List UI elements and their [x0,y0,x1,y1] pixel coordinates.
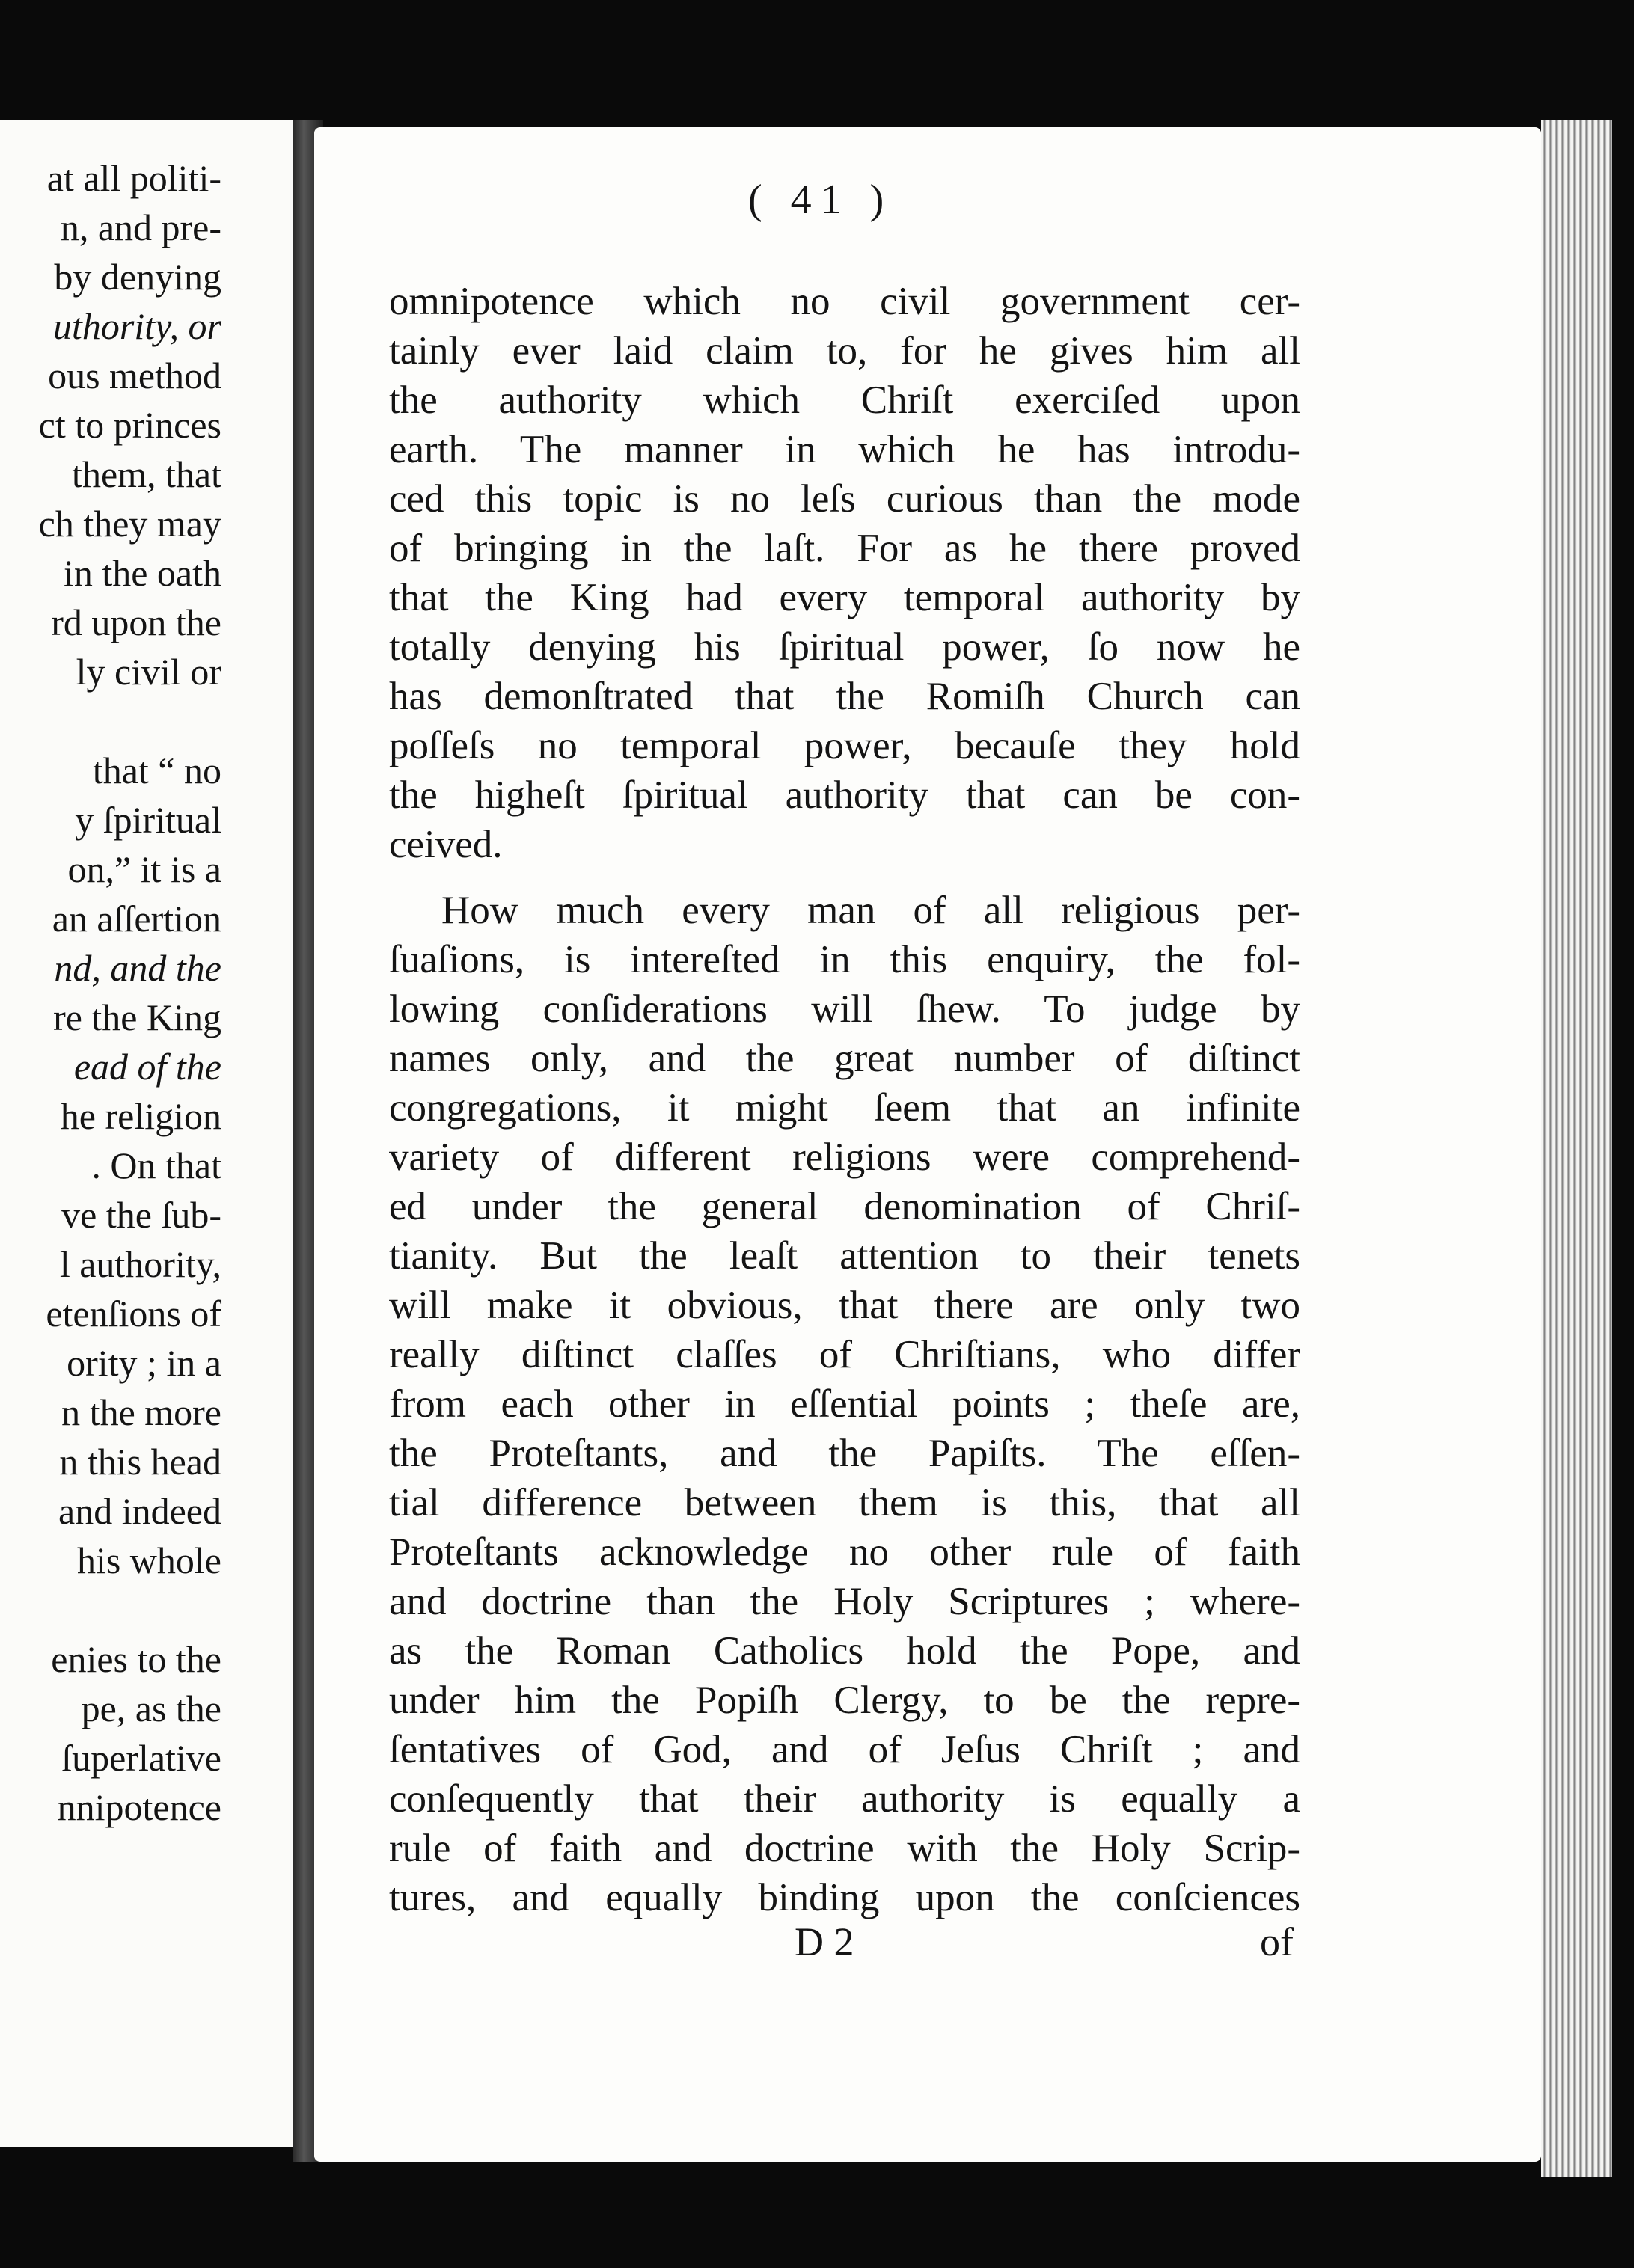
left-page-line: nd, and the [54,947,221,989]
text-line: of bringing in the laſt. For as he there proved [389,527,1300,570]
left-page-line: y ſpiritual [75,799,221,841]
page-number: ( 41 ) [748,177,893,223]
left-page-line: he religion [60,1095,221,1137]
text-line: as the Roman Catholics hold the Pope, and [389,1629,1300,1673]
left-page-line: at all politi- [46,157,221,199]
text-line: poſſeſs no temporal power, becauſe they hold [389,724,1300,767]
text-line: omnipotence which no civil government cer- [389,280,1300,323]
left-page-line: ct to princes [38,404,221,446]
text-line: ceived. [389,823,503,866]
left-page-line: by denying [54,256,221,298]
text-line: How much every man of all religious per- [441,889,1300,932]
left-page-line: . On that [91,1144,221,1186]
text-line: from each other in eſſential points ; theſe are, [389,1382,1300,1426]
left-page [0,120,298,2147]
text-line: tianity. But the leaſt attention to their tenets [389,1234,1300,1278]
left-page-line: re the King [53,996,221,1038]
text-line: has demonſtrated that the Romiſh Church can [389,675,1300,718]
text-line: congregations, it might ſeem that an infinite [389,1086,1300,1130]
text-line: ced this topic is no leſs curious than the mode [389,477,1300,521]
text-line: that the King had every temporal authority by [389,576,1300,619]
left-page-line: that “ no [92,750,221,791]
text-line: will make it obvious, that there are only two [389,1284,1300,1327]
body-text [389,277,1300,1922]
left-page-line: rd upon the [51,601,221,643]
left-page-line: ch they may [38,503,221,545]
left-page-line: ority ; in a [67,1342,221,1384]
left-page-line: and indeed [58,1490,221,1532]
left-page-line: ſuperlative [61,1737,221,1779]
text-line: really diſtinct claſſes of Chriſtians, who differ [389,1333,1300,1376]
signature-mark: D 2 [795,1919,854,1964]
text-line: ed under the general denomination of Chriſ- [389,1185,1300,1228]
text-line: Proteſtants acknowledge no other rule of faith [389,1530,1300,1574]
left-page-line: ead of the [73,1046,221,1088]
left-page-line: etenſions of [46,1293,221,1334]
text-line: earth. The manner in which he has introdu- [389,428,1300,471]
text-line: and doctrine than the Holy Scriptures ; where- [389,1580,1300,1623]
text-line: the Proteſtants, and the Papiſts. The eſſen- [389,1432,1300,1475]
text-line: names only, and the great number of diſtinct [389,1037,1300,1080]
text-line: totally denying his ſpiritual power, ſo now he [389,625,1300,669]
left-page-line: pe, as the [81,1688,221,1729]
left-page-line: in the oath [63,552,221,594]
left-page-line: his whole [76,1539,221,1581]
left-page-line: n the more [61,1391,221,1433]
left-page-line: n, and pre- [60,206,221,248]
left-page-line: an aſſertion [52,898,221,940]
left-page-line: nnipotence [57,1786,221,1828]
left-page-line: ous method [48,355,221,396]
left-page-line: enies to the [51,1638,221,1680]
left-page-line: l authority, [59,1243,221,1285]
left-page-line: on,” it is a [67,848,221,890]
text-line: tainly ever laid claim to, for he gives him all [389,329,1300,373]
catchword: of [1260,1919,1294,1964]
left-page-line: ve the ſub- [61,1194,221,1236]
text-line: conſequently that their authority is equally a [389,1777,1300,1821]
text-line: tial difference between them is this, that all [389,1481,1300,1524]
text-line: variety of different religions were comprehend- [389,1135,1300,1179]
left-page-line: ly civil or [76,651,221,693]
text-line: under him the Popiſh Clergy, to be the repre- [389,1679,1300,1722]
left-page-line: n this head [59,1441,221,1483]
text-line: ſuaſions, is intereſted in this enquiry, the fol- [389,938,1300,981]
left-page-line: uthority, or [52,305,221,347]
text-line: ſentatives of God, and of Jeſus Chriſt ; and [389,1728,1300,1771]
left-page-line: them, that [72,453,221,495]
text-line: the higheſt ſpiritual authority that can be con- [389,773,1300,817]
text-line: rule of faith and doctrine with the Holy Scrip- [389,1827,1300,1870]
text-line: lowing conſiderations will ſhew. To judge by [389,987,1300,1031]
text-line: the authority which Chriſt exerciſed upon [389,378,1300,422]
text-line: tures, and equally binding upon the conſciences [389,1876,1300,1919]
page-edge [1541,120,1612,2177]
